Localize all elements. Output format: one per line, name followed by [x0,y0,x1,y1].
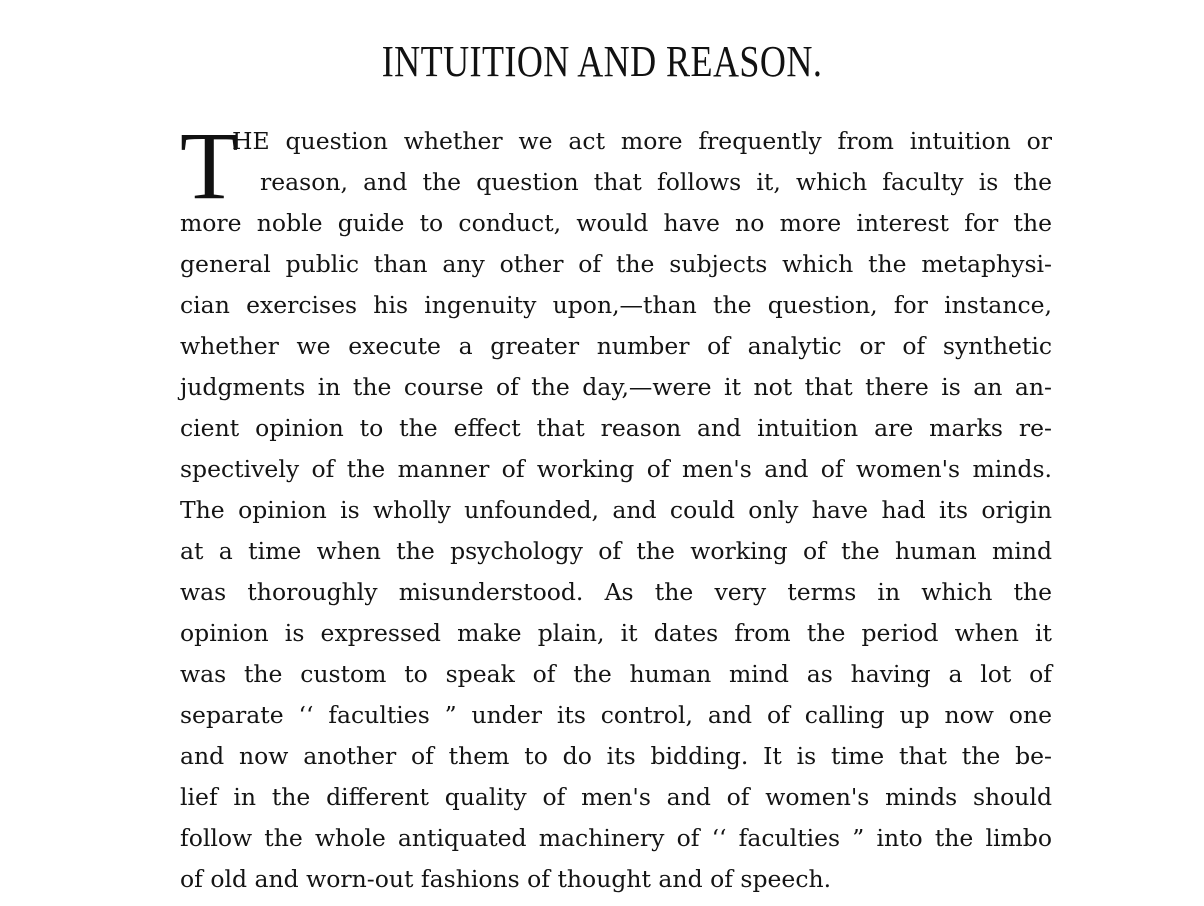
text-line: cient opinion to the effect that reason and intuition are marks re- [180,414,1052,442]
body-paragraph [180,112,1052,900]
text-line: The opinion is wholly unfounded, and could only have had its origin [180,496,1052,524]
text-line: cian exercises his ingenuity upon,—than the question, for instance, [180,291,1052,319]
page-title: INTUITION AND REASON. [381,37,823,86]
text-line: was the custom to speak of the human mind as having a lot of [180,660,1052,688]
text-line: HE question whether we act more frequently from intuition or [232,127,1052,155]
drop-cap: T [180,112,239,219]
text-line: of old and worn-out fashions of thought and of speech. [180,865,832,893]
text-line: lief in the different quality of men's and of women's minds should [180,783,1052,811]
text-line: follow the whole antiquated machinery of ‘‘ faculties ” into the limbo [180,824,1052,852]
text-line: was thoroughly misunderstood. As the very terms in which the [180,578,1052,606]
text-line: general public than any other of the subjects which the metaphysi- [180,250,1052,278]
text-line: reason, and the question that follows it, which faculty is the [260,168,1052,196]
text-line: separate ‘‘ faculties ” under its control, and of calling up now one [180,701,1052,729]
text-line: spectively of the manner of working of men's and of women's minds. [180,455,1052,483]
text-line: at a time when the psychology of the working of the human mind [180,537,1052,565]
text-line: whether we execute a greater number of analytic or of synthetic [180,332,1052,360]
text-line: judgments in the course of the day,—were it not that there is an an- [180,373,1052,401]
text-line: opinion is expressed make plain, it dates from the period when it [180,619,1052,647]
text-line: and now another of them to do its bidding. It is time that the be- [180,742,1052,770]
text-line: more noble guide to conduct, would have no more interest for the [180,209,1052,237]
